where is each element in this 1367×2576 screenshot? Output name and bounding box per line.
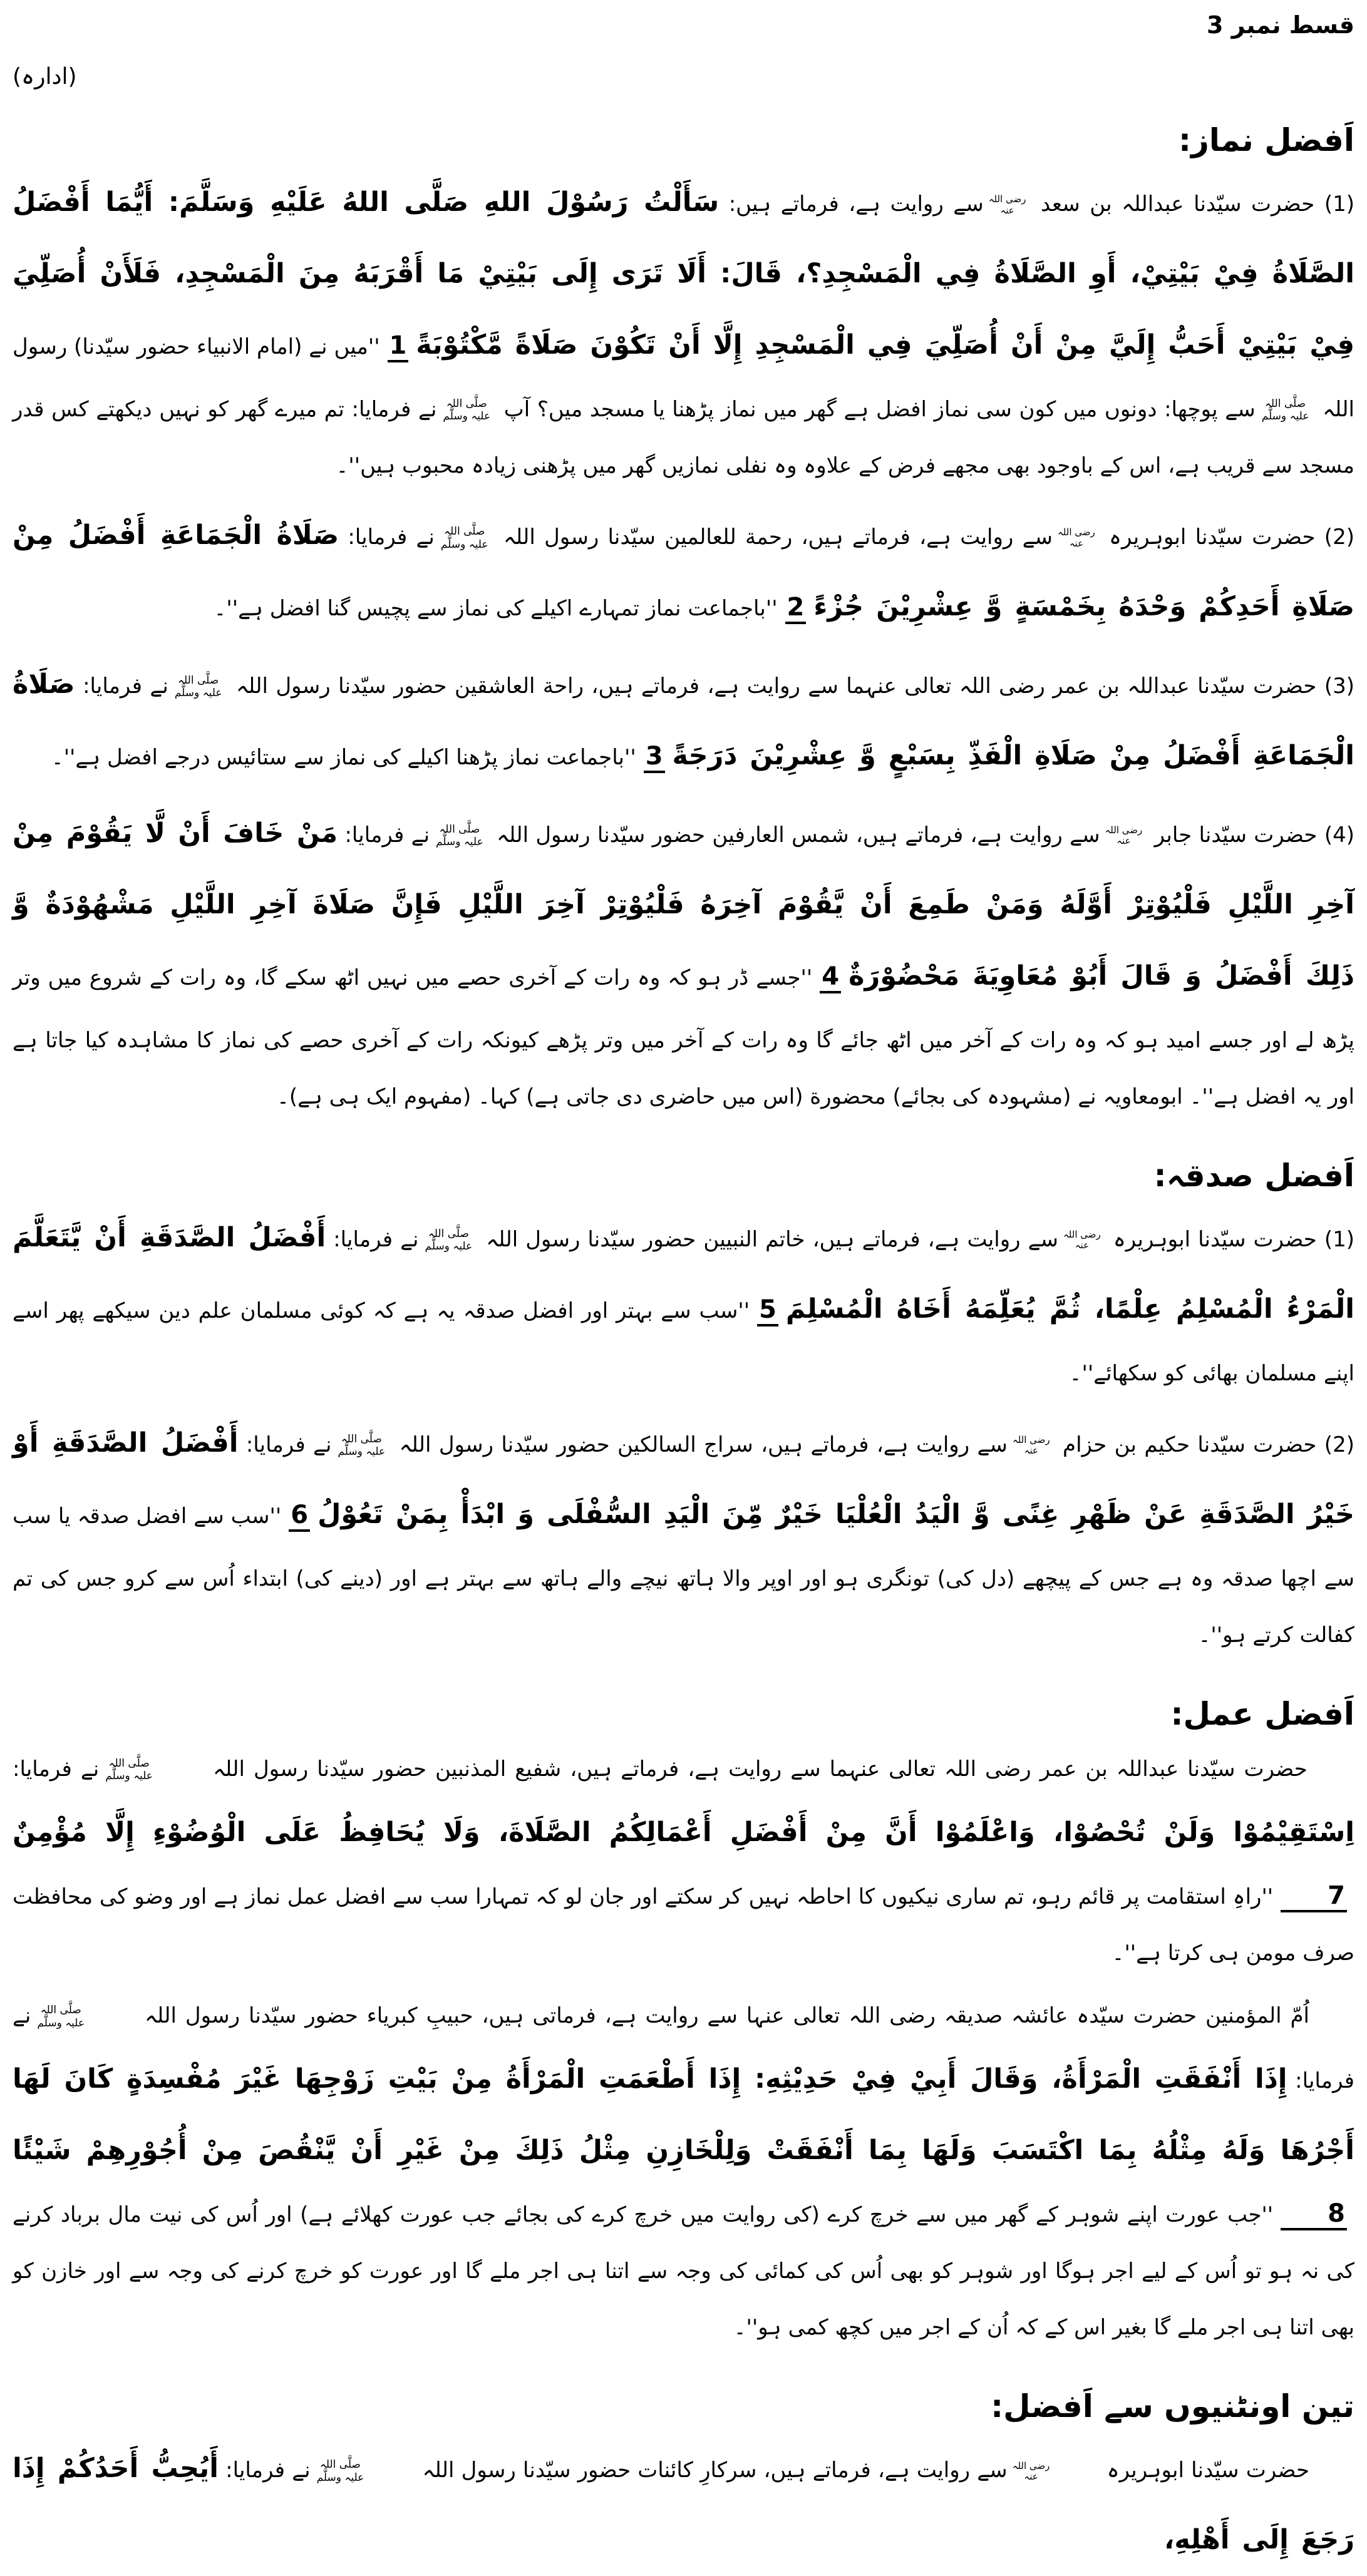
section-heading: تین اونٹنیوں سے اَفضل: [991,2388,1354,2425]
arabic-quote: أَفْضَلُ الصَّدَقَةِ أَنْ يَّتَعَلَّمَ الْمَرْءُ الْمُسْلِمُ عِلْمًا، ثُمَّ يُعَلِّمَهُ أَخَاهُ الْمُسْلِمَ [13,1221,1354,1325]
saw-honorific-icon: صلَّی اللہ علیہ وسلَّم [1261,397,1309,423]
arabic-quote: مَنْ خَافَ أَنْ لَّا يَقُوْمَ مِنْ آخِرِ اللَّيْلِ فَلْيُوْتِرْ أَوَّلَهُ وَمَنْ طَمِعَ أَنْ يَّقُوْمَ آخِرَهُ فَلْيُوْتِرْ آخِرَ اللَّيْلِ فَإِنَّ صَلَاةَ آخِرِ اللَّيْلِ مَشْهُوْدَةٌ وَّ ذَلِكَ أَفْضَلُ وَ قَالَ أَبُوْ مُعَاوِيَةَ مَحْضُوْرَةٌ [13,817,1355,992]
urdu-text: (1) حضرت سیّدنا ابوہریرہ [1113,1226,1355,1252]
urdu-text: (2) حضرت سیّدنا حکیم بن حزام [1063,1432,1354,1457]
urdu-text: اُمّ المؤمنین حضرت سیّدہ عائشہ صدیقہ رضی اللہ تعالی عنہا سے روایت ہے، فرماتی ہیں، حبیبِ کبریاء حضور سیّدنا رسول اللہ [144,2003,1309,2028]
hadith-paragraph [13,798,1354,1125]
hadith-paragraph [13,1741,1354,1981]
saw-honorific-icon: صلَّی اللہ علیہ وسلَّم [443,397,491,423]
footnote-ref: 2 [785,595,807,624]
urdu-text: سے روایت ہے، فرماتے ہیں، خاتم النبیین حضور سیّدنا رسول اللہ [486,1226,1059,1252]
urdu-text: (4) حضرت سیّدنا جابر [1154,822,1355,848]
urdu-text: ''سب سے افضل صدقہ یا سب سے اچھا صدقہ وہ ہے جس کے پیچھے (دل کی) تونگری ہو اور اوپر والا ہاتھ نیچے والے ہاتھ سے بہتر ہے اور (دینے کی) ابتداء اُس سے کرو جس کی تم کفالت کرتے ہو''۔ [13,1503,1354,1648]
hadith-paragraph [13,649,1354,792]
urdu-text: ''باجماعت نماز تمہارے اکیلے کی نماز سے پچیس گنا افضل ہے''۔ [214,595,778,621]
ra-honorific-icon: رضی اللہ عنہ [1105,824,1143,847]
arabic-quote: اِسْتَقِيْمُوْا وَلَنْ تُحْصُوْا، وَاعْلَمُوْا أَنَّ مِنْ أَفْضَلِ أَعْمَالِكُمُ الصَّلَاةَ، وَلَا يُحَافِظُ عَلَى الْوُضُوْءِ إِلَّا مُؤْمِنٌ [13,1816,1354,1848]
arabic-quote: صَلَاةُ الْجَمَاعَةِ أَفْضَلُ مِنْ صَلَاةِ الْفَذِّ بِسَبْعٍ وَّ عِشْرِيْنَ دَرَجَةً [13,668,1354,771]
urdu-text: ''جسے ڈر ہو کہ وہ رات کے آخری حصے میں نہیں اٹھ سکے گا، وہ رات کے شروع میں وتر پڑھ لے اور جسے امید ہو کہ وہ رات کے آخر میں اٹھ جائے گا وہ رات کے آخر میں وتر پڑھے کیونکہ رات کے آخری حصے کی نماز کا مشاہدہ کیا جاتا ہے اور یہ افضل ہے''۔ ابومعاویہ نے (مشہودہ کی بجائے) محضورة (اس میں حاضری دی جاتی ہے) کہا۔ (مفہوم ایک ہی ہے)۔ [13,965,1354,1109]
hadith-paragraph [13,2433,1354,2576]
arabic-quote: صَلَاةُ الْجَمَاعَةِ أَفْضَلُ مِنْ صَلَاةِ أَحَدِكُمْ وَحْدَهُ بِخَمْسَةٍ وَّ عِشْرِيْنَ جُزْءً [13,520,1354,622]
urdu-text: (1) حضرت سیّدنا عبداللہ بن سعد [1041,192,1355,217]
urdu-text: نے فرمایا: تم میرے گھر کو نہیں دیکھتے کس قدر مسجد سے قریب ہے، اس کے باوجود بھی مجھے فرض کے علاوہ وہ نفلی نمازیں گھر میں پڑھنی زیادہ محبوب ہیں''۔ [13,396,1354,478]
urdu-text: نے فرمایا: [339,525,435,550]
footnote-ref: 5 [757,1297,778,1326]
urdu-text: ''جب عورت اپنے شوہر کے گھر میں سے خرچ کرے (کی روایت میں خرچ کرے کی بجائے جب عورت کھلائے ہے) اور اُس کی نیت مال برباد کرنے کی نہ ہو تو اُس کے لیے اجر ہوگا اور شوہر کو بھی اُس کی کمائی کی وجہ سے اتنا ہی اجر ملے گا اور عورت کو خرچ کرنے کی وجہ سے اور خازن کو بھی اتنا ہی اجر ملے گا بغیر اس کے کہ اُن کے اجر میں کچھ کمی ہو''۔ [13,2202,1354,2341]
arabic-quote: إِذَا أَنْفَقَتِ الْمَرْأَةُ، وَقَالَ أَبِيْ فِيْ حَدِيْثِهِ: إِذَا أَطْعَمَتِ الْمَرْأَةُ مِنْ بَيْتِ زَوْجِهَا غَيْرَ مُفْسِدَةٍ كَانَ لَهَا أَجْرُهَا وَلَهُ مِثْلُهُ بِمَا اكْتَسَبَ وَلَهَا بِمَا أَنْفَقَتْ وَلِلْخَازِنِ مِثْلُ ذَلِكَ مِنْ غَيْرِ أَنْ يَّنْقُصَ مِنْ أُجُوْرِهِمْ شَيْئًا [13,2063,1354,2167]
arabic-quote: أَفْضَلُ الصَّدَقَةِ أَوْ خَيْرُ الصَّدَقَةِ عَنْ ظَهْرِ غِنًى وَّ الْيَدُ الْعُلْيَا خَيْرٌ مِّنَ الْيَدِ السُّفْلَى وَ ابْدَأْ بِمَنْ تَعُوْلُ [13,1427,1354,1530]
urdu-text: حضرت سیّدنا ابوہریرہ [1106,2458,1309,2483]
urdu-text: سے روایت ہے، فرماتے ہیں، رحمة للعالمین سیّدنا رسول اللہ [503,525,1053,550]
document-body [13,122,1354,2576]
ra-honorific-icon: رضی اللہ عنہ [1012,2460,1050,2482]
byline-idara: (ادارہ) [13,64,77,90]
urdu-text: نے فرمایا: [238,1432,332,1457]
urdu-text: نے فرمایا: [13,1756,100,1782]
hadith-paragraph [13,500,1354,643]
urdu-text: نے فرمایا: [338,822,430,848]
saw-honorific-icon: صلَّی اللہ علیہ وسلَّم [105,1757,153,1783]
urdu-text: سے پوچھا: دونوں میں کون سی نماز افضل ہے گھر میں نماز پڑھنا یا مسجد میں؟ آپ [503,396,1256,422]
hadith-paragraph [13,167,1354,494]
urdu-text: (3) حضرت سیّدنا عبداللہ بن عمر رضی اللہ تعالی عنہما سے روایت ہے، فرماتے ہیں، راحة العاشقین حضور سیّدنا رسول اللہ [236,673,1355,699]
footnote-ref: 1 [388,333,409,362]
section-heading: اَفضل صدقہ: [1153,1157,1354,1194]
footnote-ref: 4 [820,964,841,993]
section-heading: اَفضل عمل: [1170,1695,1354,1732]
hadith-paragraph [13,1203,1354,1402]
urdu-text: حضرت سیّدنا عبداللہ بن عمر رضی اللہ تعالی عنہما سے روایت ہے، فرماتے ہیں، شفیع المذنبین حضور سیّدنا رسول اللہ [212,1756,1308,1782]
saw-honorific-icon: صلَّی اللہ علیہ وسلَّم [316,2458,364,2484]
footnote-ref: 7 [1281,1883,1347,1912]
saw-honorific-icon: صلَّی اللہ علیہ وسلَّم [338,1432,386,1459]
hadith-paragraph [13,1988,1354,2356]
ra-honorific-icon: رضی اللہ عنہ [988,193,1026,216]
urdu-text: نے فرمایا: [13,2003,1354,2094]
urdu-text: (2) حضرت سیّدنا ابوہریرہ [1109,525,1354,550]
urdu-text: سے روایت ہے، فرماتے ہیں، سراج السالکین حضور سیّدنا رسول اللہ [399,1432,1008,1457]
saw-honorific-icon: صلَّی اللہ علیہ وسلَّم [425,1227,473,1253]
urdu-text: سے روایت ہے، فرماتے ہیں، سرکارِ کائنات حضور سیّدنا رسول اللہ [422,2458,1008,2483]
hadith-paragraph [13,1408,1354,1663]
urdu-text: سے روایت ہے، فرماتے ہیں، شمس العارفین حضور سیّدنا رسول اللہ [497,822,1100,848]
footnote-ref: 8 [1281,2201,1347,2230]
urdu-text: سے روایت ہے، فرماتے ہیں: [719,192,984,217]
footnote-ref: 3 [644,744,665,773]
urdu-text: ''میں نے (امام الانبیاء حضور سیّدنا) رسول اللہ [13,334,1354,422]
saw-honorific-icon: صلَّی اللہ علیہ وسلَّم [440,525,488,551]
arabic-quote: أَيُحِبُّ أَحَدُكُمْ إِذَا رَجَعَ إِلَى أَهْلِهِ، [13,2453,1354,2556]
urdu-text: ''راہِ استقامت پر قائم رہو، تم ساری نیکیوں کا احاطہ نہیں کر سکتے اور جان لو کہ تمہارا سب سے افضل عمل نماز ہے اور وضو کی محافظت صرف مومن ہی کرتا ہے''۔ [13,1884,1354,1966]
episode-number: قسط نمبر 3 [1206,11,1354,39]
ra-honorific-icon: رضی اللہ عنہ [1058,526,1095,549]
urdu-text: نے فرمایا: [326,1226,419,1252]
urdu-text: نے فرمایا: [75,673,168,699]
arabic-quote: سَأَلْتُ رَسُوْلَ اللهِ صَلَّى اللهُ عَلَيْهِ وَسَلَّمَ: أَيُّمَا أَفْضَلُ الصَّلَاةُ فِيْ بَيْتِيْ، أَوِ الصَّلَاةُ فِي الْمَسْجِدِ؟، قَالَ: أَلَا تَرَى إِلَى بَيْتِيْ مَا أَقْرَبَهُ مِنَ الْمَسْجِدِ، فَلَأَنْ أُصَلِّيَ فِيْ بَيْتِيْ أَحَبُّ إِلَيَّ مِنْ أَنْ أُصَلِّيَ فِي الْمَسْجِدِ إِلَّا أَنْ تَكُوْنَ صَلَاةً مَّكْتُوْبَةً [13,187,1354,361]
urdu-text: نے فرمایا: [218,2458,311,2483]
ra-honorific-icon: رضی اللہ عنہ [1063,1229,1101,1251]
footnote-ref: 6 [289,1502,310,1532]
section-heading: اَفضل نماز: [1178,122,1354,158]
saw-honorific-icon: صلَّی اللہ علیہ وسلَّم [37,2004,85,2029]
urdu-text: ''سب سے بہتر اور افضل صدقہ یہ ہے کہ کوئی مسلمان علم دین سیکھے پھر اسے اپنے مسلمان بھائی کو سکھائے''۔ [13,1298,1354,1386]
saw-honorific-icon: صلَّی اللہ علیہ وسلَّم [174,674,222,700]
saw-honorific-icon: صلَّی اللہ علیہ وسلَّم [436,823,483,849]
urdu-text: ''باجماعت نماز پڑھنا اکیلے کی نماز سے ستائیس درجے افضل ہے''۔ [51,744,636,770]
ra-honorific-icon: رضی اللہ عنہ [1012,1434,1050,1457]
